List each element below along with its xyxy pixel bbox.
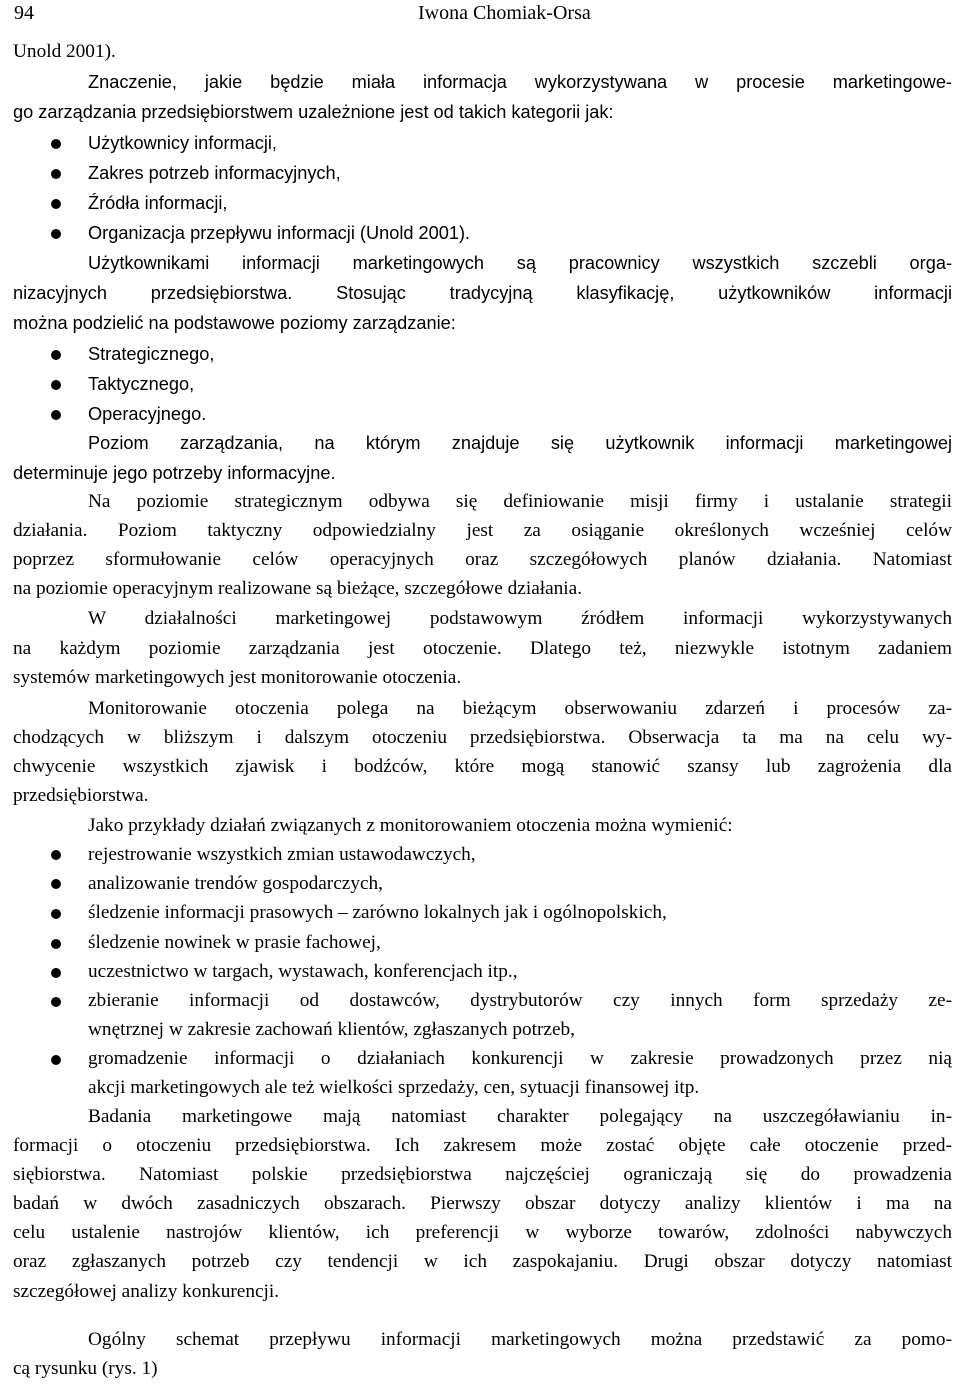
bullet-icon (51, 939, 61, 949)
list-item: Strategicznego, (88, 344, 215, 365)
text-line: na każdym poziomie zarządzania jest otoczenie. Dlatego też, niezwykle istotnym zadaniem (13, 637, 952, 659)
list-item: Zakres potrzeb informacyjnych, (88, 163, 341, 184)
paragraph-first-line: Poziom zarządzania, na którym znajduje się użytkownik informacji marketingowej (88, 433, 952, 454)
text-line: badań w dwóch zasadniczych obszarach. Pierwszy obszar dotyczy analizy klientów i ma na (13, 1193, 952, 1215)
list-item: Źródła informacji, (88, 193, 228, 214)
text-line: można podzielić na podstawowe poziomy zarządzanie: (13, 313, 456, 334)
bullet-icon (51, 997, 61, 1007)
list-item: Użytkownicy informacji, (88, 133, 277, 154)
bullet-icon (51, 139, 61, 149)
list-item: rejestrowanie wszystkich zmian ustawodawczych, (88, 843, 476, 865)
paragraph-first-line: Znaczenie, jakie będzie miała informacja wykorzystywana w procesie marketingowe- (88, 72, 952, 93)
list-item-continuation: wnętrznej w zakresie zachowań klientów, zgłaszanych potrzeb, (88, 1019, 575, 1041)
running-head-author: Iwona Chomiak-Orsa (418, 2, 591, 24)
bullet-icon (51, 199, 61, 209)
text-line: chwycenie wszystkich zjawisk i bodźców, które mogą stanowić szansy lub zagrożenia dla (13, 755, 952, 777)
text-line: celu ustalenie nastrojów klientów, ich preferencji w wyborze towarów, zdolności nabywczych (13, 1222, 952, 1244)
text-line: na poziomie operacyjnym realizowane są bieżące, szczegółowe działania. (13, 578, 583, 600)
list-item: analizowanie trendów gospodarczych, (88, 872, 383, 894)
list-item: zbieranie informacji od dostawców, dystrybutorów czy innych form sprzedaży ze- (88, 990, 952, 1011)
paragraph-first-line: Badania marketingowe mają natomiast charakter polegający na uszczegóławianiu in- (88, 1106, 952, 1128)
bullet-icon (51, 968, 61, 978)
text-line: poprzez sformułowanie celów operacyjnych oraz szczegółowych planów działania. Natomiast (13, 549, 952, 571)
text-line: działania. Poziom taktyczny odpowiedzialny jest za osiąganie określonych wcześniej celów (13, 520, 952, 542)
bullet-icon (51, 410, 61, 420)
text-line: formacji o otoczeniu przedsiębiorstwa. Ich zakresem może zostać objęte całe otoczenie przed- (13, 1135, 952, 1157)
bullet-icon (51, 380, 61, 390)
text-line: siębiorstwa. Natomiast polskie przedsiębiorstwa najczęściej ograniczają się do prowadzenia (13, 1164, 952, 1186)
bullet-icon (51, 909, 61, 919)
page-number: 94 (14, 2, 34, 24)
bullet-icon (51, 350, 61, 360)
text-line: go zarządzania przedsiębiorstwem uzależnione jest od takich kategorii jak: (13, 102, 614, 123)
bullet-icon (51, 879, 61, 889)
list-item: śledzenie informacji prasowych – zarówno lokalnych jak i ogólnopolskich, (88, 901, 667, 923)
text-line: Unold 2001). (13, 41, 116, 62)
bullet-icon (51, 850, 61, 860)
bullet-icon (51, 1055, 61, 1065)
paragraph-first-line: Użytkownikami informacji marketingowych są pracownicy wszystkich szczebli orga- (88, 253, 952, 274)
paragraph-first-line: Monitorowanie otoczenia polega na bieżącym obserwowaniu zdarzeń i procesów za- (88, 697, 952, 719)
text-line: cą rysunku (rys. 1) (13, 1358, 158, 1379)
list-item: uczestnictwo w targach, wystawach, konferencjach itp., (88, 960, 518, 982)
list-item: śledzenie nowinek w prasie fachowej, (88, 931, 381, 953)
paragraph-first-line: Na poziomie strategicznym odbywa się definiowanie misji firmy i ustalanie strategii (88, 491, 952, 513)
bullet-icon (51, 229, 61, 239)
text-line: nizacyjnych przedsiębiorstwa. Stosując tradycyjną klasyfikację, użytkowników informacji (13, 283, 952, 304)
list-item: gromadzenie informacji o działaniach konkurencji w zakresie prowadzonych przez nią (88, 1048, 952, 1070)
text-line: oraz zgłaszanych potrzeb czy tendencji w ich zaspokajaniu. Drugi obszar dotyczy natomiast (13, 1251, 952, 1273)
text-line: przedsiębiorstwa. (13, 784, 149, 806)
list-item: Operacyjnego. (88, 404, 207, 425)
text-line: szczegółowej analizy konkurencji. (13, 1280, 280, 1302)
list-item-continuation: akcji marketingowych ale też wielkości sprzedaży, cen, sytuacji finansowej itp. (88, 1077, 700, 1099)
paragraph-first-line: Ogólny schemat przepływu informacji marketingowych można przedstawić za pomo- (88, 1328, 952, 1350)
paragraph-first-line: W działalności marketingowej podstawowym źródłem informacji wykorzystywanych (88, 608, 952, 630)
bullet-icon (51, 169, 61, 179)
list-item: Organizacja przepływu informacji (Unold 2001). (88, 223, 471, 244)
list-item: Taktycznego, (88, 374, 195, 395)
running-header (0, 0, 960, 30)
text-line: systemów marketingowych jest monitorowanie otoczenia. (13, 666, 462, 688)
text-line: determinuje jego potrzeby informacyjne. (13, 463, 336, 484)
text-line: chodzących w bliższym i dalszym otoczeniu przedsiębiorstwa. Obserwacja ta ma na celu wy- (13, 726, 952, 748)
paragraph-first-line: Jako przykłady działań związanych z monitorowaniem otoczenia można wymienić: (88, 814, 733, 836)
